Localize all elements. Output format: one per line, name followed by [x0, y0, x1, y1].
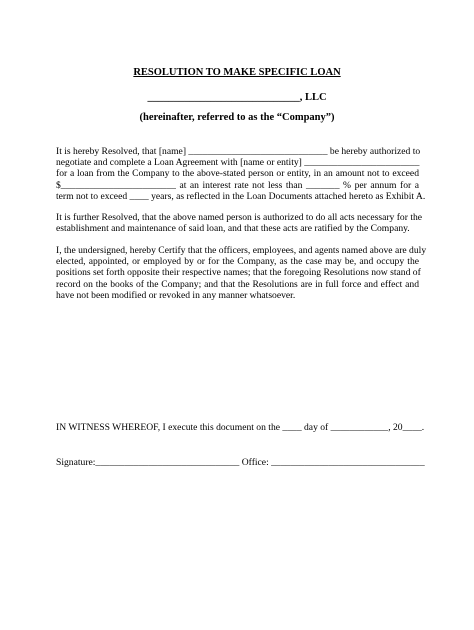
signature-office-line: Signature:______________________________ Office: ________________________________	[56, 457, 425, 468]
certification-line: record on the books of the Company; and that the Resolutions are in full force and effect and	[56, 278, 419, 290]
certification-line: I, the undersigned, hereby Certify that the officers, employees, and agents named above are duly	[56, 245, 427, 256]
resolution-line: $________________________ at an interest rate not less than _______ % per annum for a	[56, 179, 419, 191]
company-definition: (hereinafter, referred to as the “Company”)	[139, 112, 335, 123]
certification-paragraph	[56, 245, 427, 301]
certification-line: positions set forth opposite their respective names; that the foregoing Resolutions now stand of	[56, 267, 421, 279]
witness-statement	[56, 422, 425, 433]
llc-name-line: _____________________________, LLC	[147, 92, 327, 103]
document-title: RESOLUTION TO MAKE SPECIFIC LOAN	[133, 67, 341, 78]
resolution-line: for a loan from the Company to the above-stated person or entity, in an amount not to exceed	[56, 168, 419, 180]
certification-line: have not been modified or revoked in any manner whatsoever.	[56, 289, 296, 301]
certification-line: elected, appointed, or employed by or for the Company, as the case may be, and occupy the	[56, 256, 419, 268]
resolution-line: negotiate and complete a Loan Agreement with [name or entity] ________________________	[56, 157, 420, 169]
witness-line: IN WITNESS WHEREOF, I execute this document on the ____ day of ____________, 20____.	[56, 422, 425, 433]
resolution-paragraph	[56, 146, 426, 202]
signature-block	[56, 457, 425, 468]
resolution-line: It is hereby Resolved, that [name] _____________________________ be hereby authorized to	[56, 146, 421, 157]
further-resolved-line: establishment and maintenance of said loan, and that these acts are ratified by the Company.	[56, 223, 410, 235]
resolution-line: term not to exceed ____ years, as reflected in the Loan Documents attached hereto as Exhibit A.	[56, 190, 426, 202]
further-resolved-paragraph	[56, 212, 423, 235]
further-resolved-line: It is further Resolved, that the above named person is authorized to do all acts necessary for the	[56, 212, 423, 223]
